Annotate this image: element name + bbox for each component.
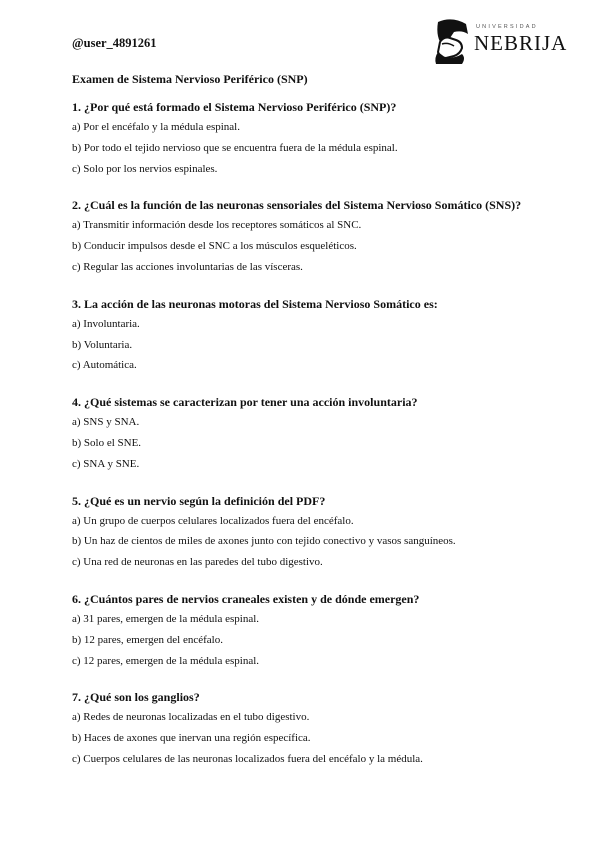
option-a: a) Involuntaria. — [72, 317, 140, 330]
option-b: b) Solo el SNE. — [72, 436, 142, 449]
question-text: 6. ¿Cuántos pares de nervios craneales existen y de dónde emergen? — [72, 591, 420, 606]
option-c: c) Regular las acciones involuntarias de las vísceras. — [72, 260, 303, 273]
option-b: b) 12 pares, emergen del encéfalo. — [72, 633, 223, 646]
option-a: a) Transmitir información desde los receptores somáticos al SNC. — [72, 219, 362, 232]
option-b: b) Por todo el tejido nervioso que se encuentra fuera de la médula espinal. — [72, 141, 398, 154]
scholar-head-icon — [432, 18, 472, 64]
option-b: b) Un haz de cientos de miles de axones junto con tejido conectivo y vasos sanguíneos. — [72, 535, 456, 548]
question-2 — [72, 197, 572, 279]
option-a: a) Redes de neuronas localizadas en el tubo digestivo. — [72, 711, 310, 724]
question-4 — [72, 394, 572, 476]
option-a: a) SNS y SNA. — [72, 416, 140, 429]
logo-wordmark: NEBRIJA — [474, 31, 568, 55]
option-c: c) Una red de neuronas en las paredes del tubo digestivo. — [72, 556, 323, 569]
option-c: c) Solo por los nervios espinales. — [72, 162, 218, 175]
option-b: b) Haces de axones que inervan una región específica. — [72, 732, 311, 745]
question-3 — [72, 296, 572, 378]
option-a: a) Por el encéfalo y la médula espinal. — [72, 121, 240, 133]
option-c: c) SNA y SNE. — [72, 457, 140, 470]
exam-title: Examen de Sistema Nervioso Periférico (SNP) — [72, 72, 308, 86]
question-6 — [72, 591, 572, 673]
option-c: c) 12 pares, emergen de la médula espinal. — [72, 654, 260, 667]
question-text: 5. ¿Qué es un nervio según la definición del PDF? — [72, 493, 326, 508]
nebrija-logo — [432, 18, 568, 66]
question-text: 1. ¿Por qué está formado el Sistema Nervioso Periférico (SNP)? — [72, 100, 397, 114]
question-text: 2. ¿Cuál es la función de las neuronas sensoriales del Sistema Nervioso Somático (SNS)? — [72, 198, 522, 213]
question-7 — [72, 689, 572, 771]
option-b: b) Conducir impulsos desde el SNC a los músculos esqueléticos. — [72, 240, 357, 253]
question-text: 7. ¿Qué son los ganglios? — [72, 690, 200, 705]
option-a: a) 31 pares, emergen de la médula espinal. — [72, 612, 260, 625]
question-list — [72, 99, 572, 788]
question-5 — [72, 493, 572, 575]
question-1 — [72, 99, 572, 181]
question-text: 4. ¿Qué sistemas se caracterizan por tener una acción involuntaria? — [72, 395, 418, 410]
option-c: c) Automática. — [72, 359, 137, 372]
option-a: a) Un grupo de cuerpos celulares localizados fuera del encéfalo. — [72, 514, 354, 527]
logo-top-text: UNIVERSIDAD — [476, 24, 538, 30]
user-handle: @user_4891261 — [72, 36, 157, 50]
question-text: 3. La acción de las neuronas motoras del Sistema Nervioso Somático es: — [72, 296, 438, 311]
option-c: c) Cuerpos celulares de las neuronas localizados fuera del encéfalo y la médula. — [72, 752, 423, 765]
option-b: b) Voluntaria. — [72, 338, 133, 351]
